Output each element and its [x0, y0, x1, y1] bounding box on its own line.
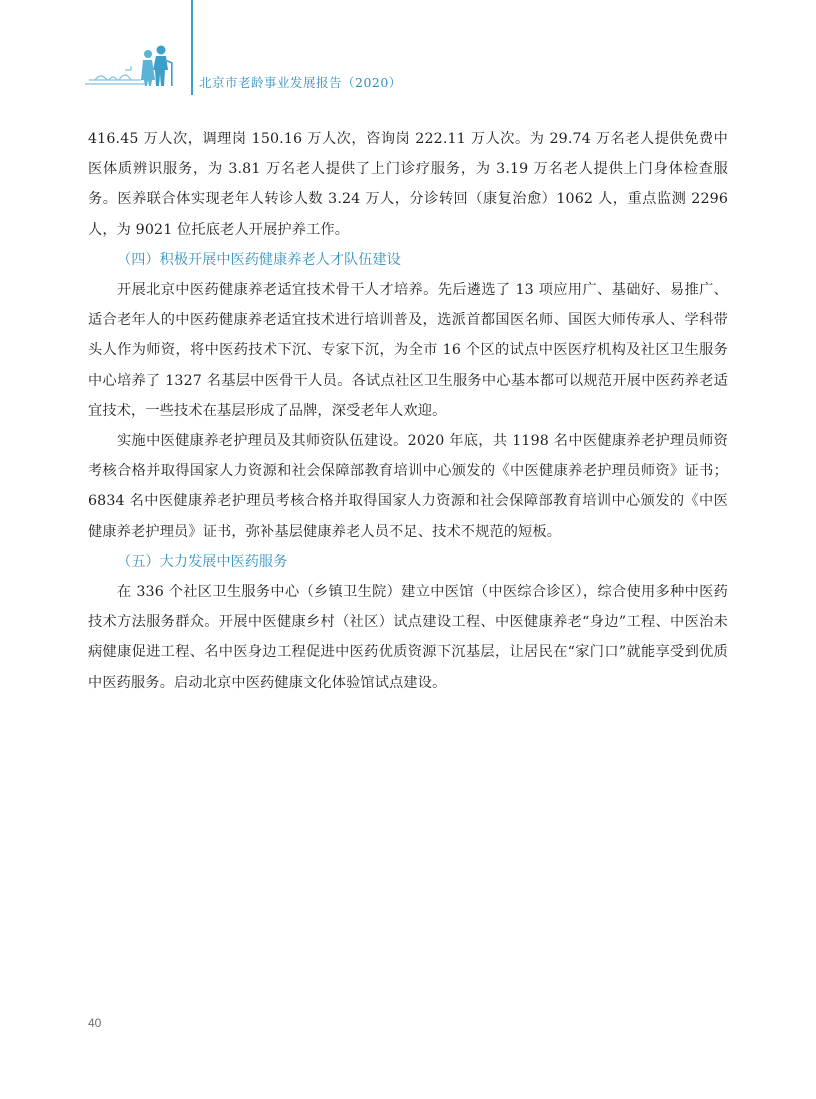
paragraph-talent-training: 开展北京中医药健康养老适宜技术骨干人才培养。先后遴选了 13 项应用广、基础好、易推广、适合老年人的中医药健康养老适宜技术进行培训普及，选派首都国医名师、国医大师传承人、学科带头人作为师资，将中医药技术下沉、专家下沉，为全市 16 个区的试点中医医疗机构及社区卫生服务中心培养了 1327 名基层中医骨干人员。各试点社区卫生服务中心基本都可以规范开展中医药养老适宜技术，一些技术在基层形成了品牌，深受老年人欢迎。: [88, 282, 728, 419]
header-divider: [191, 0, 193, 95]
section-heading-4: （四）积极开展中医药健康养老人才队伍建设: [117, 251, 401, 268]
document-body: [88, 124, 728, 698]
paragraph-tcm-services: 在 336 个社区卫生服务中心（乡镇卫生院）建立中医馆（中医综合诊区），综合使用多种中医药技术方法服务群众。开展中医健康乡村（社区）试点建设工程、中医健康养老“身边”工程、中医治未病健康促进工程、名中医身边工程促进中医药优质资源下沉基层，让居民在“家门口”就能享受到优质中医药服务。启动北京中医药健康文化体验馆试点建设。: [88, 584, 728, 691]
section-heading-5: （五）大力发展中医药服务: [117, 553, 288, 570]
paragraph-caregiver-training: 实施中医健康养老护理员及其师资队伍建设。2020 年底，共 1198 名中医健康养老护理员师资考核合格并取得国家人力资源和社会保障部教育培训中心颁发的《中医健康养老护理员师资》证书；6834 名中医健康养老护理员考核合格并取得国家人力资源和社会保障部教育培训中心颁发的《中医健康养老护理员》证书，弥补基层健康养老人员不足、技术不规范的短板。: [88, 433, 728, 540]
page-number: 40: [88, 1016, 102, 1030]
elderly-couple-icon: [85, 42, 185, 88]
paragraph-continued: 416.45 万人次，调理岗 150.16 万人次，咨询岗 222.11 万人次。为 29.74 万名老人提供免费中医体质辨识服务，为 3.81 万名老人提供了上门诊疗服务，为 3.19 万名老人提供上门身体检查服务。医养联合体实现老年人转诊人数 3.24 万人，分诊转回（康复治愈）1062 人，重点监测 2296 人，为 9021 位托底老人开展护养工作。: [88, 131, 728, 238]
report-title: 北京市老龄事业发展报告（2020）: [199, 75, 402, 90]
